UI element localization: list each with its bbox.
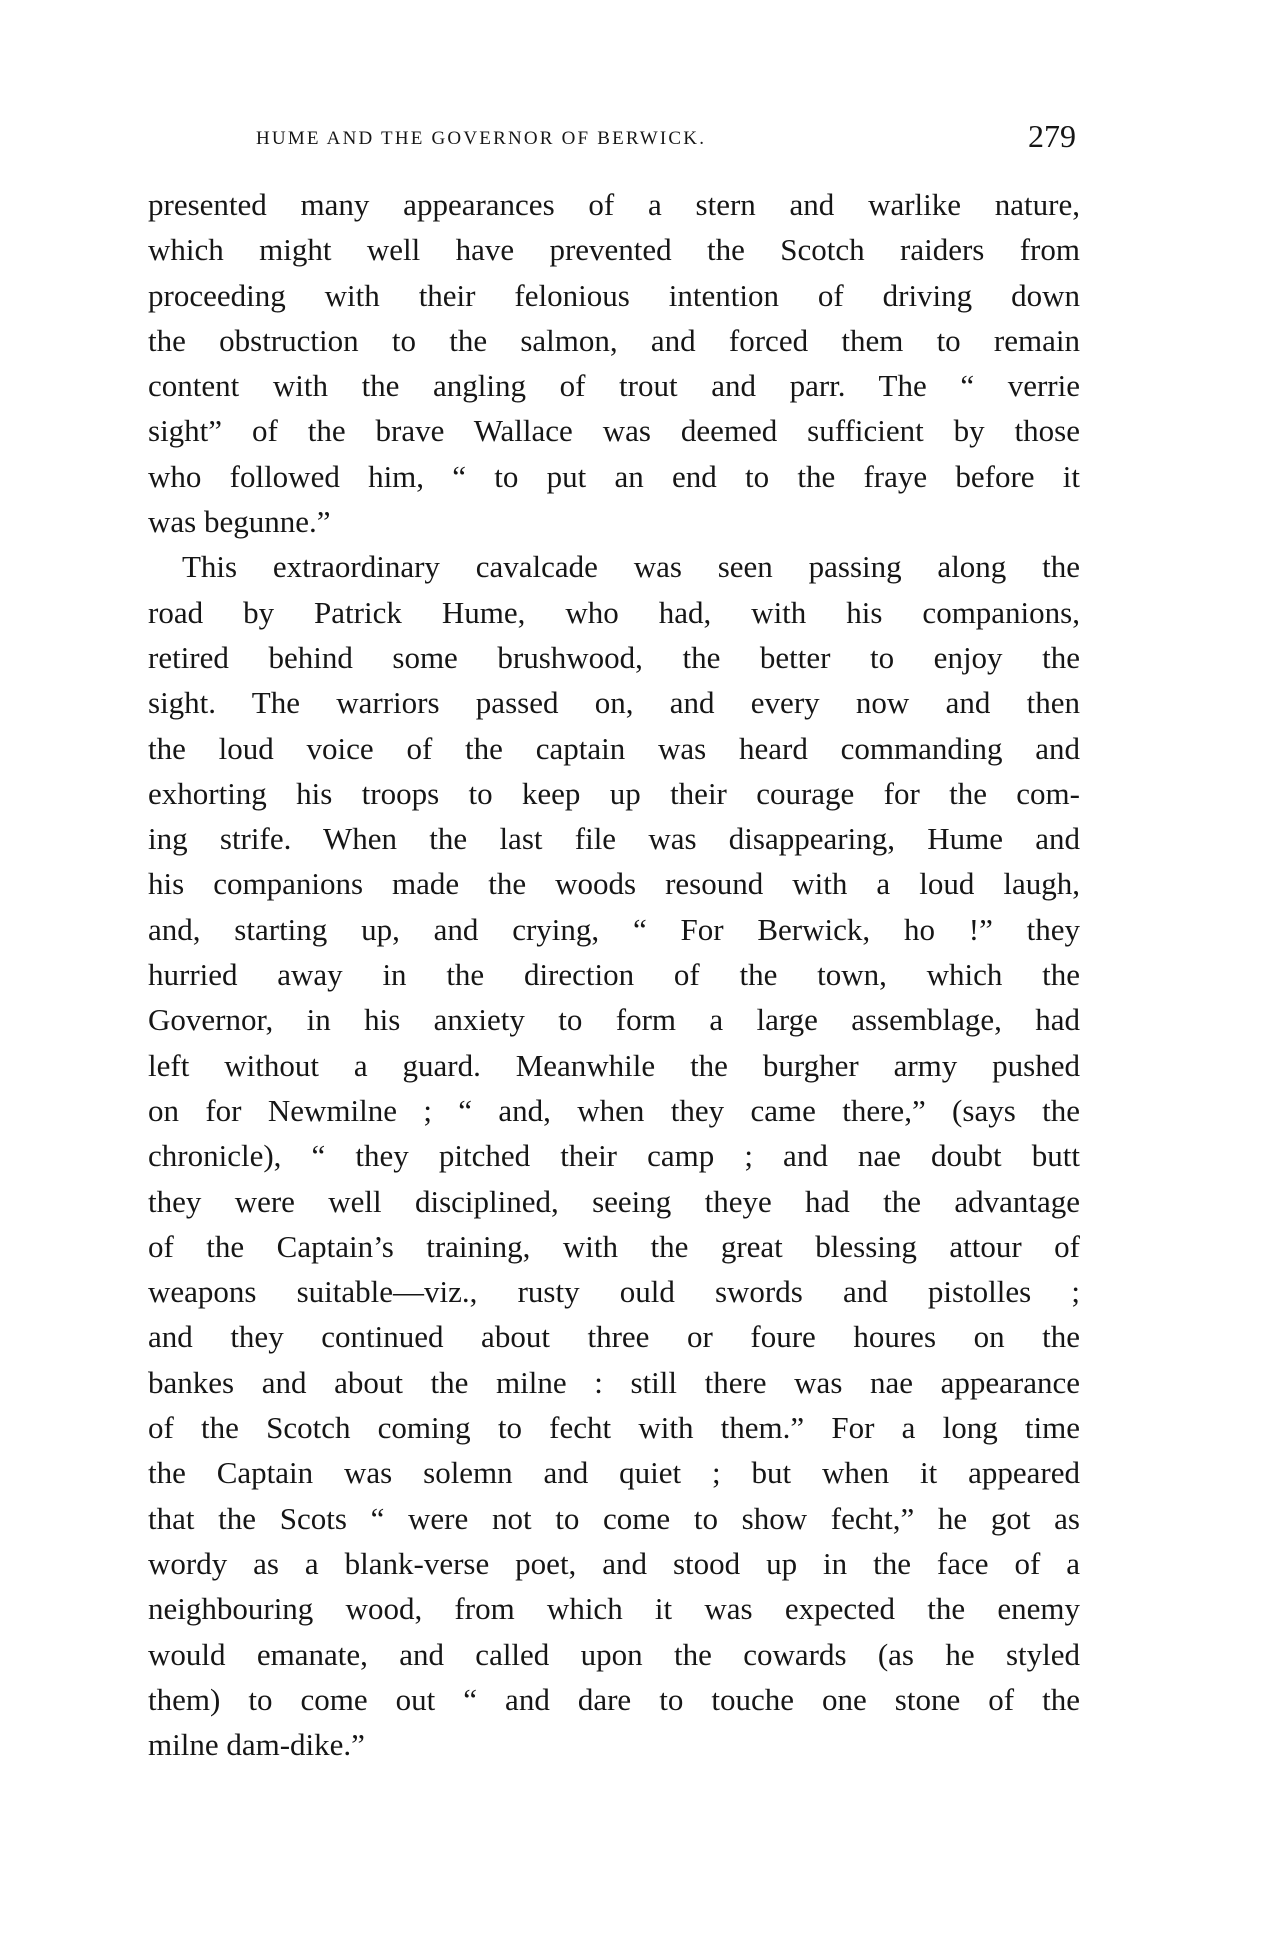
- text-line: on for Newmilne ; “ and, when they came there,” (says the: [148, 1092, 1080, 1128]
- text-line: they were well disciplined, seeing theye had the advantage: [148, 1183, 1080, 1219]
- running-header: [148, 118, 1088, 162]
- paragraph-start-line: This extraordinary cavalcade was seen passing along the: [182, 549, 1080, 585]
- text-line: sight. The warriors passed on, and every now and then: [148, 685, 1080, 721]
- text-line: retired behind some brushwood, the better to enjoy the: [148, 639, 1080, 675]
- text-line: of the Captain’s training, with the great blessing attour of: [148, 1228, 1080, 1264]
- text-line: ing strife. When the last file was disappearing, Hume and: [148, 821, 1080, 857]
- text-line: and, starting up, and crying, “ For Berwick, ho !” they: [148, 911, 1080, 947]
- text-line: chronicle), “ they pitched their camp ; and nae doubt butt: [148, 1138, 1080, 1174]
- text-line: left without a guard. Meanwhile the burgher army pushed: [148, 1047, 1080, 1083]
- text-line: Governor, in his anxiety to form a large assemblage, had: [148, 1002, 1080, 1038]
- text-line: hurried away in the direction of the town, which the: [148, 957, 1080, 993]
- body-text: [148, 182, 1080, 1767]
- text-line: bankes and about the milne : still there was nae appearance: [148, 1364, 1080, 1400]
- text-line: exhorting his troops to keep up their courage for the com-: [148, 775, 1080, 811]
- text-line: weapons suitable—viz., rusty ould swords and pistolles ;: [148, 1274, 1080, 1310]
- text-line: the loud voice of the captain was heard commanding and: [148, 730, 1080, 766]
- text-line: would emanate, and called upon the cowards (as he styled: [148, 1636, 1080, 1672]
- text-line: wordy as a blank-verse poet, and stood up in the face of a: [148, 1545, 1080, 1581]
- text-line: that the Scots “ were not to come to show fecht,” he got as: [148, 1500, 1080, 1536]
- paragraph-end-line: milne dam-dike.”: [148, 1727, 365, 1763]
- text-line: content with the angling of trout and parr. The “ verrie: [148, 368, 1080, 404]
- text-line: sight” of the brave Wallace was deemed sufficient by those: [148, 413, 1080, 449]
- text-line: the obstruction to the salmon, and forced them to remain: [148, 322, 1080, 358]
- text-line: proceeding with their felonious intention of driving down: [148, 277, 1080, 313]
- text-line: neighbouring wood, from which it was expected the enemy: [148, 1591, 1080, 1627]
- text-line: which might well have prevented the Scotch raiders from: [148, 232, 1080, 268]
- text-line: them) to come out “ and dare to touche one stone of the: [148, 1681, 1080, 1717]
- text-line: road by Patrick Hume, who had, with his companions,: [148, 594, 1080, 630]
- text-line: of the Scotch coming to fecht with them.” For a long time: [148, 1410, 1080, 1446]
- text-line: presented many appearances of a stern and warlike nature,: [148, 187, 1080, 222]
- text-line: his companions made the woods resound with a loud laugh,: [148, 866, 1080, 902]
- running-title: HUME AND THE GOVERNOR OF BERWICK.: [256, 128, 707, 149]
- paragraph-end-line: was begunne.”: [148, 504, 331, 540]
- text-line: the Captain was solemn and quiet ; but when it appeared: [148, 1455, 1080, 1491]
- text-line: and they continued about three or foure houres on the: [148, 1319, 1080, 1355]
- page-number: 279: [1028, 118, 1076, 154]
- text-line: who followed him, “ to put an end to the fraye before it: [148, 458, 1080, 494]
